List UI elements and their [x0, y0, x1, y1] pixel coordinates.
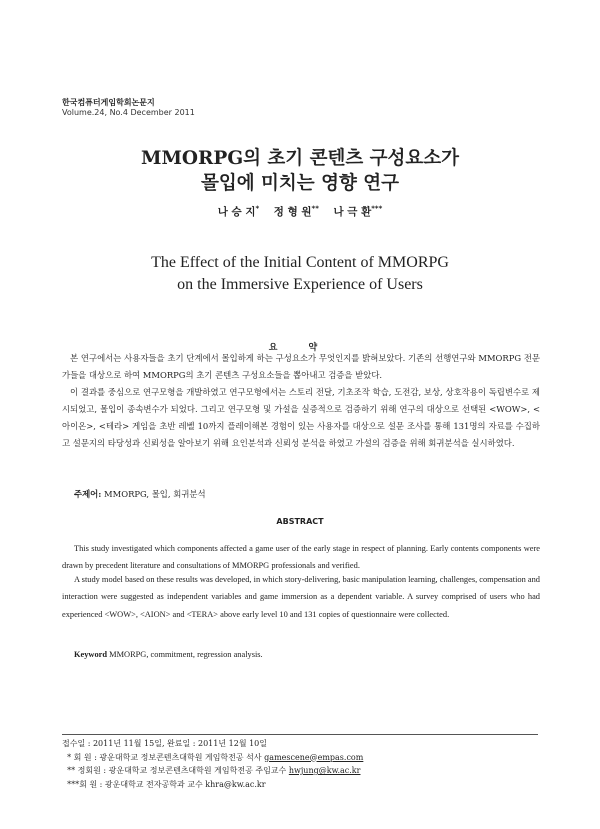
footnote-affiliation: : 광운대학교 전자공학과 교수 — [99, 779, 203, 789]
korean-abstract — [62, 350, 540, 452]
korean-keywords — [74, 488, 206, 500]
english-keyword-label: Keyword — [74, 650, 108, 659]
footnote-divider — [62, 734, 538, 735]
author-2-email-link[interactable]: hwjung@kw.ac.kr — [288, 766, 361, 775]
footnote-affiliation: : 광운대학교 정보콘텐츠대학원 게임학전공 석사 — [94, 752, 262, 762]
korean-abstract-paragraph-1: 본 연구에서는 사용자들을 초기 단계에서 몰입하게 하는 구성요소가 무엇인지를 밝혀보았다. 기존의 선행연구와 MMORPG 전문가들을 대상으로 하여 MMORPG의 초기 콘텐츠 구성요소들을 뽑아내고 검증을 받았다. — [62, 353, 540, 380]
english-abstract-paragraph-1: This study investigated which components affected a game user of the early stage in respect of planning. Early contents components were drawn by precedent literature and consultations of MMORPG professionals and verified. — [62, 544, 540, 571]
footnote-author-1 — [62, 751, 363, 765]
author-2 — [274, 206, 319, 218]
korean-abstract-heading: 요 약 — [268, 343, 332, 353]
author-mark: * — [255, 204, 260, 213]
footnote-mark: ***회 원 — [67, 779, 98, 789]
korean-keyword-label: 주제어: — [74, 489, 102, 499]
footnote-mark: * 회 원 — [67, 752, 92, 762]
submission-dates: 접수일 : 2011년 11월 15일, 완료일 : 2011년 12월 10일 — [62, 739, 267, 748]
korean-keyword-list: MMORPG, 몰입, 회귀분석 — [104, 489, 206, 499]
journal-name: 한국컴퓨터게임학회논문지 — [62, 98, 155, 107]
author-1-email-link[interactable]: gamescene@empas.com — [264, 752, 364, 762]
author-3-email: khra@kw.ac.kr — [205, 779, 266, 789]
footnote-mark: ** 정회원 — [67, 766, 101, 775]
author-mark: *** — [371, 204, 383, 213]
author-name: 정 형 원 — [273, 206, 312, 218]
english-title-line-1: The Effect of the Initial Content of MMORPG — [151, 254, 449, 271]
korean-title — [0, 146, 600, 196]
korean-abstract-paragraph-2: 이 결과를 중심으로 연구모형을 개발하였고 연구모형에서는 스토리 전달, 기초조작 학습, 도전감, 보상, 상호작용이 독립변수로 제시되었고, 몰입이 종속변수가 되었다. 그리고 연구모형 및 가설을 실증적으로 검증하기 위해 연구의 대상으로 선택된 <WOW>, <아이온>, <테라> 게임을 초반 레벨 10까지 플레이해본 경험이 있는 사용자를 대상으로 설문 조사를 통해 131명의 자료를 수집하고 설문지의 타당성과 신뢰성을 알아보기 위해 요인분석과 신뢰성 분석을 하였고 가설의 검증을 위해 회귀분석을 실시하였다. — [62, 387, 540, 448]
author-list — [0, 204, 600, 219]
journal-volume: Volume.24, No.4 December 2011 — [62, 108, 195, 117]
english-title — [0, 252, 600, 296]
korean-title-line-2: 몰입에 미치는 영향 연구 — [200, 173, 400, 194]
english-abstract-paragraph-2: A study model based on these results was developed, in which story-delivering, basic manipulation learning, challenges, compensation and interaction were suggested as independent variables and game immersion as a dependent variable. A survey comprised of users who had experienced <WOW>, <AION> and <TERA> above early level 10 and 131 copies of questionnaire were collected. — [62, 575, 540, 619]
english-title-line-2: on the Immersive Experience of Users — [177, 276, 423, 293]
author-3 — [334, 206, 383, 218]
footnote-author-3 — [62, 778, 363, 792]
footnote-author-2 — [62, 764, 363, 778]
author-name: 나 승 지 — [217, 206, 256, 218]
english-abstract-heading: ABSTRACT — [276, 517, 324, 526]
footnote-affiliation: : 광운대학교 정보콘텐츠대학원 게임학전공 주임교수 — [103, 766, 287, 775]
english-keywords — [74, 650, 263, 659]
author-mark: ** — [311, 204, 319, 213]
english-keyword-list: MMORPG, commitment, regression analysis. — [109, 650, 263, 659]
author-name: 나 극 환 — [333, 206, 372, 218]
footnotes — [62, 737, 363, 791]
author-1 — [218, 206, 259, 218]
korean-title-line-1: MMORPG의 초기 콘텐츠 구성요소가 — [140, 148, 460, 169]
